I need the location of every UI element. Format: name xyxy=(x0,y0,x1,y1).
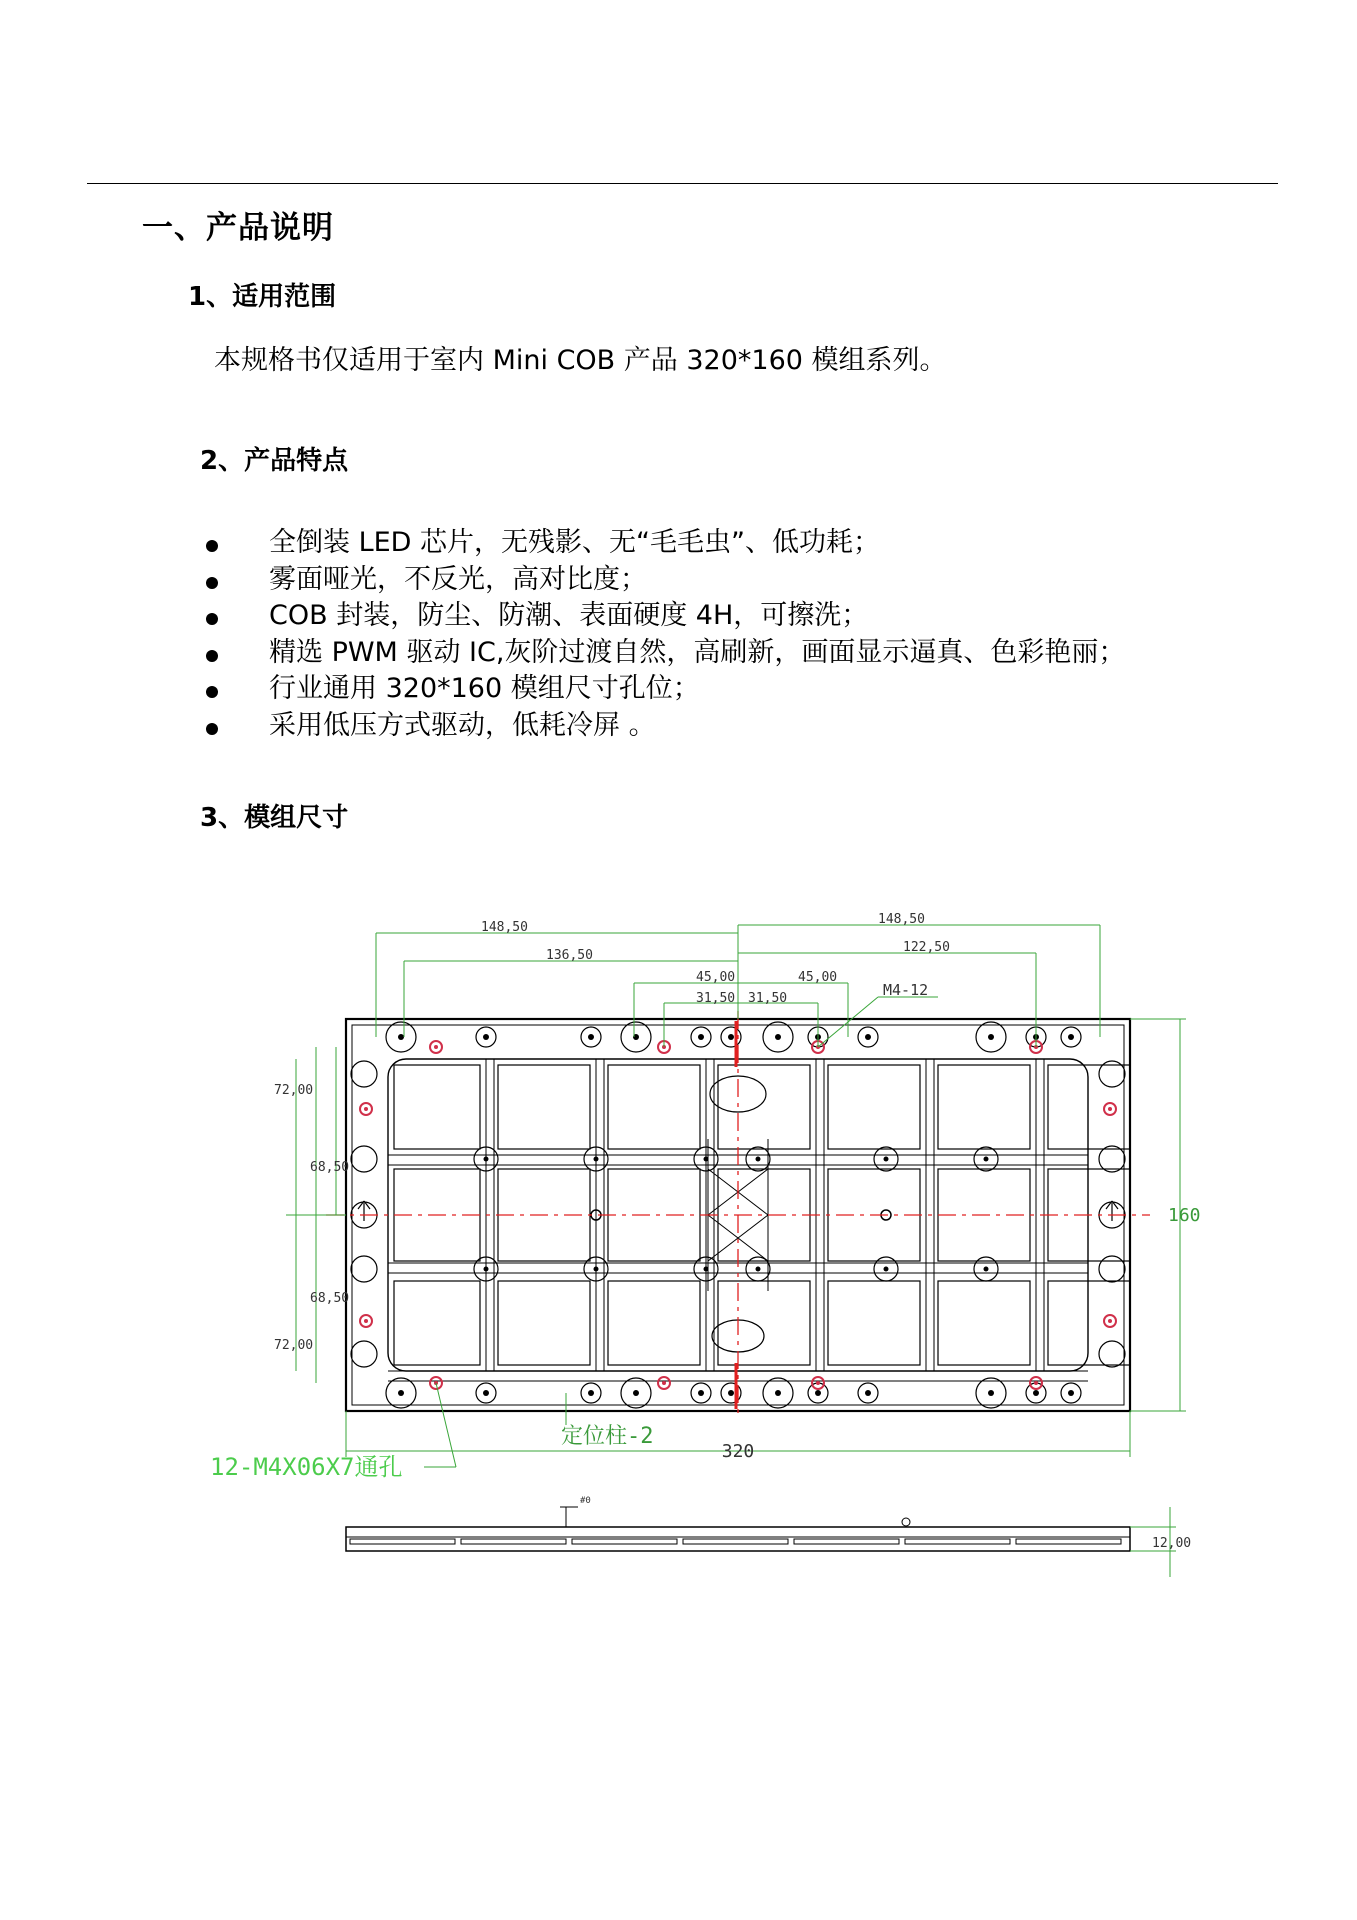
boss-dot xyxy=(988,1390,994,1396)
feature-text: 雾面哑光，不反光，高对比度； xyxy=(269,563,647,595)
grid-cell xyxy=(608,1169,700,1261)
grid-cell xyxy=(718,1065,810,1149)
scope-text: 本规格书仅适用于室内 Mini COB 产品 320*160 模组系列。 xyxy=(214,345,947,376)
grid-cell xyxy=(394,1065,480,1149)
screw-hole-dot xyxy=(816,1381,820,1385)
grid-cell xyxy=(938,1281,1030,1365)
grid-cell xyxy=(718,1281,810,1365)
section-title: 一、产品说明 xyxy=(142,210,334,246)
side-view-slot xyxy=(1016,1539,1121,1544)
bullet-icon xyxy=(206,723,218,735)
list-item xyxy=(200,598,1125,635)
dim-top-right-122: 122,50 xyxy=(903,940,950,955)
feature-text: 行业通用 320*160 模组尺寸孔位； xyxy=(269,673,700,705)
dim-left-72-bottom: 72,00 xyxy=(274,1338,314,1353)
boss-circle xyxy=(351,1341,377,1367)
dim-top-right-148: 148,50 xyxy=(878,912,925,927)
grid-cell xyxy=(608,1065,700,1149)
side-view-slot xyxy=(350,1539,455,1544)
boss-dot xyxy=(704,1157,709,1162)
side-view-slot xyxy=(572,1539,677,1544)
bullet-icon xyxy=(206,540,218,552)
dim-top-left-31: 31,50 xyxy=(696,991,736,1006)
boss-dot xyxy=(594,1267,599,1272)
boss-dot xyxy=(1068,1034,1074,1040)
screw-hole-dot xyxy=(662,1381,666,1385)
boss-dot xyxy=(728,1034,734,1040)
side-view-slot xyxy=(905,1539,1010,1544)
grid-cell xyxy=(608,1281,700,1365)
grid-cell xyxy=(498,1065,590,1149)
side-tab-label: #0 xyxy=(580,1496,591,1506)
screw-hole-dot xyxy=(1034,1381,1038,1385)
boss-dot xyxy=(884,1267,889,1272)
feature-text: COB 封装，防尘、防潮、表面硬度 4H，可擦洗； xyxy=(269,600,869,632)
boss-dot xyxy=(1068,1390,1074,1396)
side-view-pin xyxy=(902,1518,910,1526)
screw-hole-dot xyxy=(434,1045,438,1049)
boss-circle xyxy=(1099,1146,1125,1172)
boss-dot xyxy=(398,1390,404,1396)
boss-dot xyxy=(865,1390,871,1396)
boss-dot xyxy=(815,1390,821,1396)
boss-dot xyxy=(588,1034,594,1040)
boss-circle xyxy=(1099,1341,1125,1367)
grid-cell xyxy=(828,1281,920,1365)
side-view-slot xyxy=(683,1539,788,1544)
list-item xyxy=(200,525,1125,562)
boss-dot xyxy=(698,1390,704,1396)
boss-dot xyxy=(984,1157,989,1162)
boss-dot xyxy=(865,1034,871,1040)
dim-height: 160 xyxy=(1168,1205,1201,1226)
through-holes-label: 12-M4X06X7通孔 xyxy=(210,1453,403,1481)
boss-dot xyxy=(756,1267,761,1272)
dim-left-68-top: 68,50 xyxy=(310,1160,350,1175)
leader-line xyxy=(436,1383,456,1467)
bullet-icon xyxy=(206,650,218,662)
grid-cell xyxy=(394,1281,480,1365)
boss-dot xyxy=(988,1034,994,1040)
screw-hole-dot xyxy=(1108,1107,1112,1111)
screw-hole-dot xyxy=(364,1107,368,1111)
boss-circle xyxy=(351,1256,377,1282)
boss-dot xyxy=(594,1157,599,1162)
screw-hole-dot xyxy=(364,1319,368,1323)
boss-dot xyxy=(984,1267,989,1272)
boss-dot xyxy=(483,1390,489,1396)
dim-top-left-148: 148,50 xyxy=(481,920,528,935)
boss-dot xyxy=(588,1390,594,1396)
grid-cell xyxy=(1048,1281,1130,1365)
boss-dot xyxy=(484,1267,489,1272)
boss-dot xyxy=(775,1034,781,1040)
list-item xyxy=(200,562,1125,599)
boss-circle xyxy=(1099,1256,1125,1282)
boss-dot xyxy=(483,1034,489,1040)
side-view-slot xyxy=(794,1539,899,1544)
boss-dot xyxy=(633,1390,639,1396)
list-item xyxy=(200,635,1125,672)
boss-dot xyxy=(704,1267,709,1272)
dim-width: 320 xyxy=(721,1441,755,1462)
dim-left-68-bottom: 68,50 xyxy=(310,1291,350,1306)
side-view-slot xyxy=(461,1539,566,1544)
boss-dot xyxy=(698,1034,704,1040)
dim-top-left-136: 136,50 xyxy=(546,948,593,963)
boss-dot xyxy=(728,1390,734,1396)
grid-cell xyxy=(498,1281,590,1365)
grid-cell xyxy=(718,1169,810,1261)
boss-dot xyxy=(775,1390,781,1396)
boss-dot xyxy=(1033,1390,1039,1396)
grid-cell xyxy=(938,1065,1030,1149)
module-drawing xyxy=(190,905,1230,1595)
boss-dot xyxy=(398,1034,404,1040)
dimensions-heading: 3、模组尺寸 xyxy=(200,803,349,833)
grid-cell xyxy=(1048,1065,1130,1149)
dim-top-right-45: 45,00 xyxy=(798,970,838,985)
boss-circle xyxy=(351,1146,377,1172)
feature-text: 全倒装 LED 芯片，无残影、无“毛毛虫”、低功耗； xyxy=(269,527,881,558)
top-rule xyxy=(87,183,1278,184)
boss-dot xyxy=(884,1157,889,1162)
scope-heading: 1、适用范围 xyxy=(188,282,337,312)
dim-top-left-45: 45,00 xyxy=(696,970,736,985)
grid-cell xyxy=(828,1065,920,1149)
locating-pin-label: 定位柱-2 xyxy=(561,1424,654,1449)
list-item xyxy=(200,708,1125,745)
boss-circle xyxy=(351,1061,377,1087)
dim-left-72-top: 72,00 xyxy=(274,1083,314,1098)
dim-top-right-31: 31,50 xyxy=(748,991,788,1006)
hole-spec-label: M4-12 xyxy=(883,981,929,999)
dim-thickness: 12,00 xyxy=(1152,1536,1192,1551)
bullet-icon xyxy=(206,577,218,589)
boss-dot xyxy=(756,1157,761,1162)
list-item xyxy=(200,671,1125,708)
features-heading: 2、产品特点 xyxy=(200,446,349,476)
drawing-group xyxy=(210,912,1201,1577)
boss-dot xyxy=(484,1157,489,1162)
feature-text: 采用低压方式驱动，低耗冷屏 。 xyxy=(269,709,656,741)
screw-hole-dot xyxy=(1108,1319,1112,1323)
bullet-icon xyxy=(206,613,218,625)
feature-text: 精选 PWM 驱动 IC,灰阶过渡自然，高刷新，画面显示逼真、色彩艳丽； xyxy=(269,636,1126,668)
features-list xyxy=(200,525,1125,745)
bullet-icon xyxy=(206,686,218,698)
